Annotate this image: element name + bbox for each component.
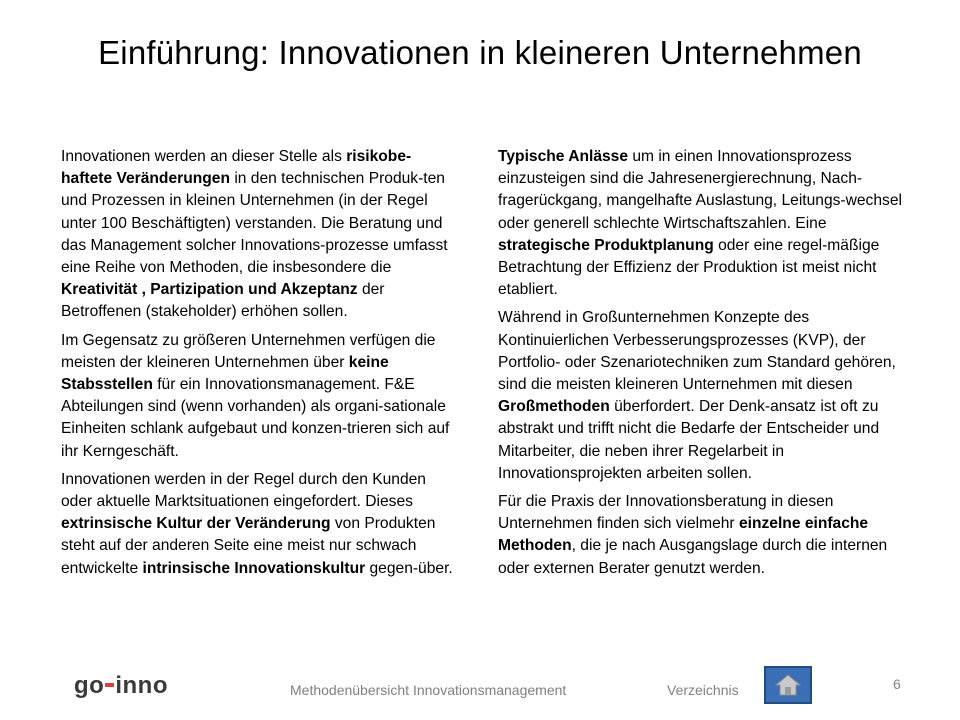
home-button[interactable] (764, 666, 812, 704)
left-paragraph-2 (61, 330, 461, 463)
bold-run: Typische Anlässe (498, 148, 629, 165)
bold-run: keine Stabsstellen (61, 353, 389, 394)
bold-run: extrinsische Kultur der Veränderung (61, 515, 331, 533)
verzeichnis-link[interactable]: Verzeichnis (667, 682, 739, 698)
left-column (61, 146, 461, 586)
text-run: oder eine regel-mäßige Betrachtung der Effizienz der Produktion ist meist nicht etabliert. (498, 236, 880, 299)
text-run: in den technischen Produk-ten und Prozessen in kleinen Unternehmen (in der Regel unter 100 Beschäftigten) verstanden. Die Beratung und das Management solcher Innovations-prozesse umfasst eine Reihe von Methoden, die insbesondere die (61, 170, 448, 277)
footer-title: Methodenübersicht Innovationsmanagement (290, 682, 567, 698)
bold-run: intrinsische Innovationskultur (142, 559, 366, 577)
bold-run: Großmethoden (498, 398, 610, 416)
bold-run: einzelne einfache Methoden (498, 515, 869, 555)
text-run: Für die Praxis der Innovationsberatung in diesen Unternehmen finden sich vielmehr (498, 493, 834, 533)
left-paragraph-1 (61, 146, 461, 324)
text-run: von Produkten steht auf der anderen Seite eine meist nur schwach entwickelte (61, 515, 436, 577)
bold-run: strategische Produktplanung (498, 236, 714, 254)
bold-run: risikobe-haftete Veränderungen (61, 148, 412, 188)
text-run: überfordert. Der Denk-ansatz ist oft zu abstrakt und trifft nicht die Bedarfe der Entscheider und Mitarbeiter, die neben ihrer Regelarbeit in Innovationsprojekten arbeiten sollen. (498, 398, 880, 482)
text-run: , die je nach Ausgangslage durch die internen oder externen Berater genutzt werden. (498, 537, 888, 577)
logo-dash (105, 683, 114, 687)
text-run: Innovationen werden in der Regel durch den Kunden oder aktuelle Marktsituationen eingefordert. Dieses (61, 470, 426, 511)
right-column (498, 146, 908, 586)
bold-run: Kreativität , Partizipation und Akzeptanz (61, 281, 358, 299)
page-number: 6 (893, 676, 901, 692)
text-run: Im Gegensatz zu größeren Unternehmen verfügen die meisten der kleineren Unternehmen über (61, 331, 436, 371)
logo-text-right: inno (115, 672, 168, 699)
text-run: für ein Innovationsmanagement. F&E Abteilungen sind (wenn vorhanden) als organi-sationale Einheiten schlank aufgebaut und konzen-trieren sich auf ihr Kerngeschäft. (61, 376, 450, 460)
logo-text-left: go (74, 672, 105, 699)
text-run: Während in Großunternehmen Konzepte des Kontinuierlichen Verbesserungsprozesses (KVP), der Portfolio- oder Szenariotechniken zum Standard gehören, sind die meisten kleineren Unternehmen mit diesen (498, 309, 896, 394)
right-paragraph-3 (498, 491, 908, 580)
text-run: um in einen Innovationsprozess einzusteigen sind die Jahresenergierechnung, Nach-fragerückgang, mangelhafte Auslastung, Leitungs-wechsel oder generell schlechte Wirtschaftszahlen. Eine (498, 148, 902, 232)
text-run: der Betroffenen (stakeholder) erhöhen sollen. (61, 281, 385, 321)
right-paragraph-1 (498, 146, 908, 301)
left-paragraph-3 (61, 469, 461, 580)
right-paragraph-2 (498, 307, 908, 485)
text-run: gegen-über. (365, 559, 453, 577)
home-icon (774, 673, 802, 697)
slide-title: Einführung: Innovationen in kleineren Unternehmen (98, 34, 862, 71)
text-run: Innovationen werden an dieser Stelle als (61, 148, 347, 165)
go-inno-logo (74, 672, 174, 708)
